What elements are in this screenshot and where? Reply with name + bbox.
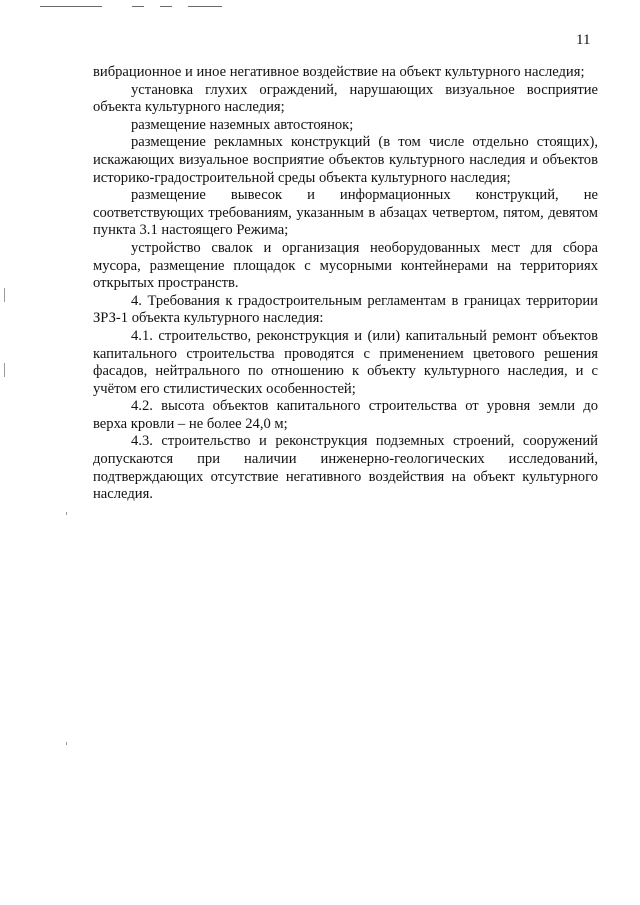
paragraph: размещение рекламных конструкций (в том числе отдельно стоящих), искажающих визуальное восприятие объектов культурного наследия и объектов историко-градостроительной среды объекта культурного наследия;: [93, 134, 598, 186]
paragraph: вибрационное и иное негативное воздействие на объект культурного наследия;: [93, 64, 585, 80]
paragraph: 4.3. строительство и реконструкция подземных строений, сооружений допускаются при наличии инженерно-геологических исследований, подтверждающих отсутствие негативного воздействия на объект культурного наследия.: [93, 433, 598, 503]
paragraph: 4.1. строительство, реконструкция и (или) капитальный ремонт объектов капитального строительства проводятся с применением цветового решения фасадов, нейтрального по отношению к объекту культурного наследия, и с учётом его стилистических особенностей;: [93, 327, 598, 397]
paragraph: установка глухих ограждений, нарушающих визуальное восприятие объекта культурного наследия;: [93, 81, 598, 116]
paragraph: 4. Требования к градостроительным регламентам в границах территории ЗРЗ-1 объекта культурного наследия:: [93, 292, 598, 327]
scan-artifact: [160, 6, 172, 7]
scan-artifact: [4, 288, 5, 302]
scan-artifact: [4, 363, 5, 377]
scan-artifact: [66, 512, 67, 515]
paragraph: устройство свалок и организация необорудованных мест для сбора мусора, размещение площадок с мусорными контейнерами на территориях открытых пространств.: [93, 239, 598, 292]
document-body: [93, 64, 598, 504]
paragraph: 4.2. высота объектов капитального строительства от уровня земли до верха кровли – не более 24,0 м;: [93, 398, 598, 432]
paragraph: размещение наземных автостоянок;: [131, 116, 354, 133]
page-number: 11: [576, 32, 591, 48]
paragraph: размещение вывесок и информационных конструкций, не соответствующих требованиям, указанным в абзацах четвертом, пятом, девятом пункта 3.1 настоящего Режима;: [93, 187, 598, 239]
scan-artifact: [40, 6, 102, 7]
scan-artifact: [132, 6, 144, 7]
scan-artifact: [66, 742, 67, 745]
scan-artifact: [188, 6, 222, 7]
